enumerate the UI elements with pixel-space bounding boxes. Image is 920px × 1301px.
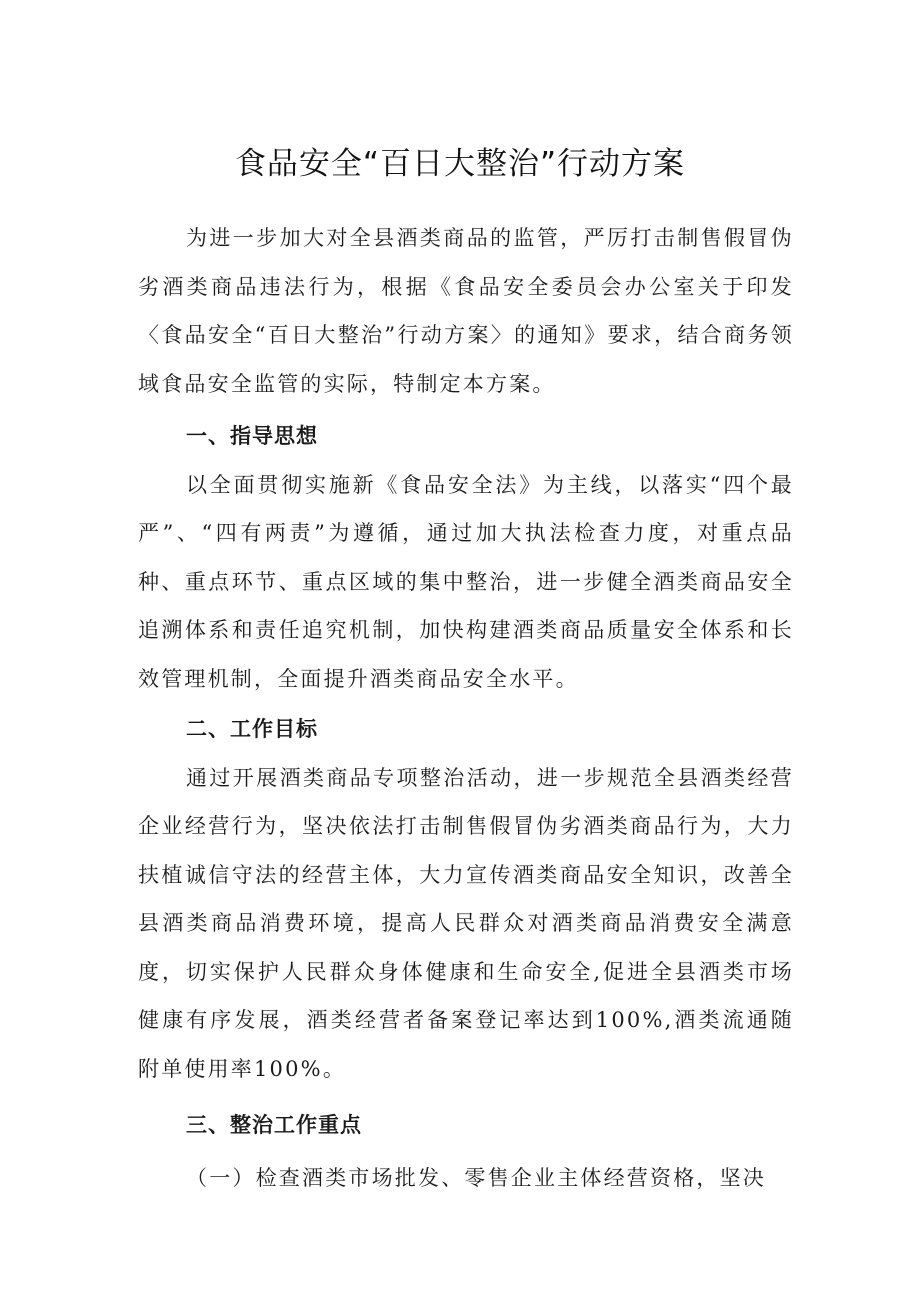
section-paragraph-key-work: （一）检查酒类市场批发、零售企业主体经营资格，坚决 — [186, 1165, 766, 1190]
document-title: 食品安全“百日大整治”行动方案 — [234, 146, 686, 182]
section-paragraph-work-goals: 通过开展酒类商品专项整治活动，进一步规范全县酒类经营企业经营行为，坚决依法打击制售假冒伪劣酒类商品行为，大力扶植诚信守法的经营主体，大力宣传酒类商品安全知识，改善全县酒类商品消费环境，提高人民群众对酒类商品消费安全满意度，切实保护人民群众身体健康和生命安全,促进全县酒类市场健康有序发展，酒类经营者备案登记率达到100%,酒类流通随附单使用率100%。 — [138, 765, 794, 1081]
section-heading-work-goals: 二、工作目标 — [186, 717, 318, 741]
section-paragraph-guiding-ideology: 以全面贯彻实施新《食品安全法》为主线，以落实“四个最严”、“四有两责”为遵循，通过加大执法检查力度，对重点品种、重点环节、重点区域的集中整治，进一步健全酒类商品安全追溯体系和责任追究机制，加快构建酒类商品质量安全体系和长效管理机制，全面提升酒类商品安全水平。 — [138, 472, 794, 691]
document-body — [138, 214, 794, 1202]
section-heading-key-work: 三、整治工作重点 — [186, 1113, 362, 1137]
intro-paragraph: 为进一步加大对全县酒类商品的监管，严厉打击制售假冒伪劣酒类商品违法行为，根据《食品安全委员会办公室关于印发〈食品安全“百日大整治”行动方案〉的通知》要求，结合商务领域食品安全监管的实际，特制定本方案。 — [138, 226, 794, 396]
section-heading-guiding-ideology: 一、指导思想 — [186, 424, 318, 448]
